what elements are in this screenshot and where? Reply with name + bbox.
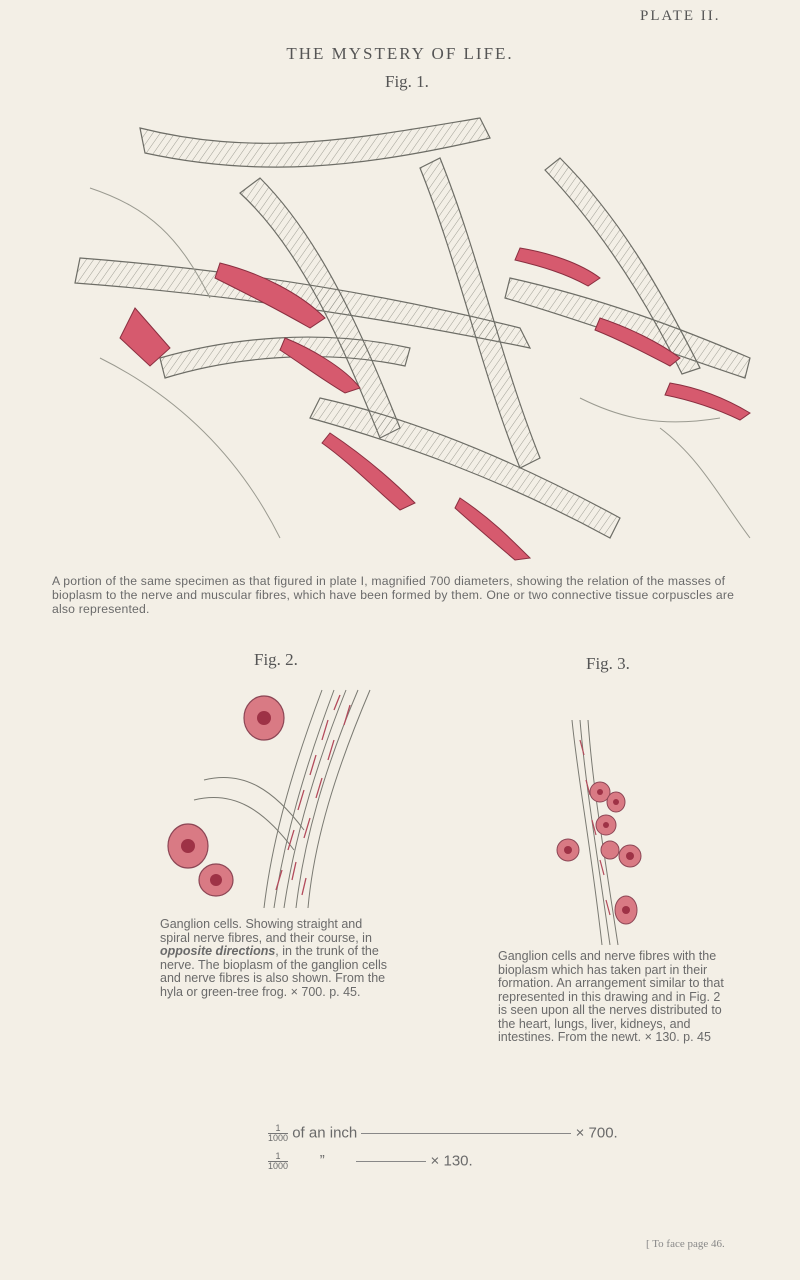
- book-title: THE MYSTERY OF LIFE.: [286, 44, 514, 63]
- plate-label: PLATE II.: [640, 8, 721, 24]
- scale-fraction-2: $\frac{1}{1000}$: [268, 1151, 289, 1171]
- scale-bar-700: [361, 1133, 571, 1134]
- scale-row-130: $\frac{1}{1000}$ ” × 130.: [268, 1151, 473, 1171]
- fig1-caption: A portion of the same specimen as that figured in plate I, magnified 700 diameters, showing the relation of the masses of bioplasm to the nerve and muscular fibres, which have been formed by them. One or two connective tissue corpuscles are also represented.: [52, 574, 735, 616]
- fig3-label: Fig. 3.: [586, 654, 630, 673]
- fig1-illustration: [60, 98, 760, 568]
- scale-bar-130: [356, 1161, 426, 1162]
- fig3-illustration: [540, 720, 670, 945]
- fig2-caption: Ganglion cells. Showing straight and spiral nerve fibres, and their course, in opposite directions, in the trunk of the nerve. The bioplasm of the ganglion cells and nerve fibres is also shown. From the hyla or green-tree frog. × 700. p. 45.: [160, 917, 387, 999]
- fig3-caption: Ganglion cells and nerve fibres with the bioplasm which has taken part in their formation. An arrangement similar to that represented in this drawing and in Fig. 2 is seen upon all the nerves distributed to the heart, lungs, liver, kidneys, and intestines. From the newt. × 130. p. 45: [498, 949, 724, 1044]
- fig2-illustration: [164, 680, 384, 908]
- scale-row-700: $\frac{1}{1000}$ of an inch × 700.: [268, 1123, 618, 1143]
- fig2-label: Fig. 2.: [254, 650, 298, 669]
- facing-page-note: [ To face page 46.: [646, 1238, 725, 1250]
- scale-fraction-1: $\frac{1}{1000}$: [268, 1123, 289, 1143]
- fig1-label: Fig. 1.: [385, 72, 429, 91]
